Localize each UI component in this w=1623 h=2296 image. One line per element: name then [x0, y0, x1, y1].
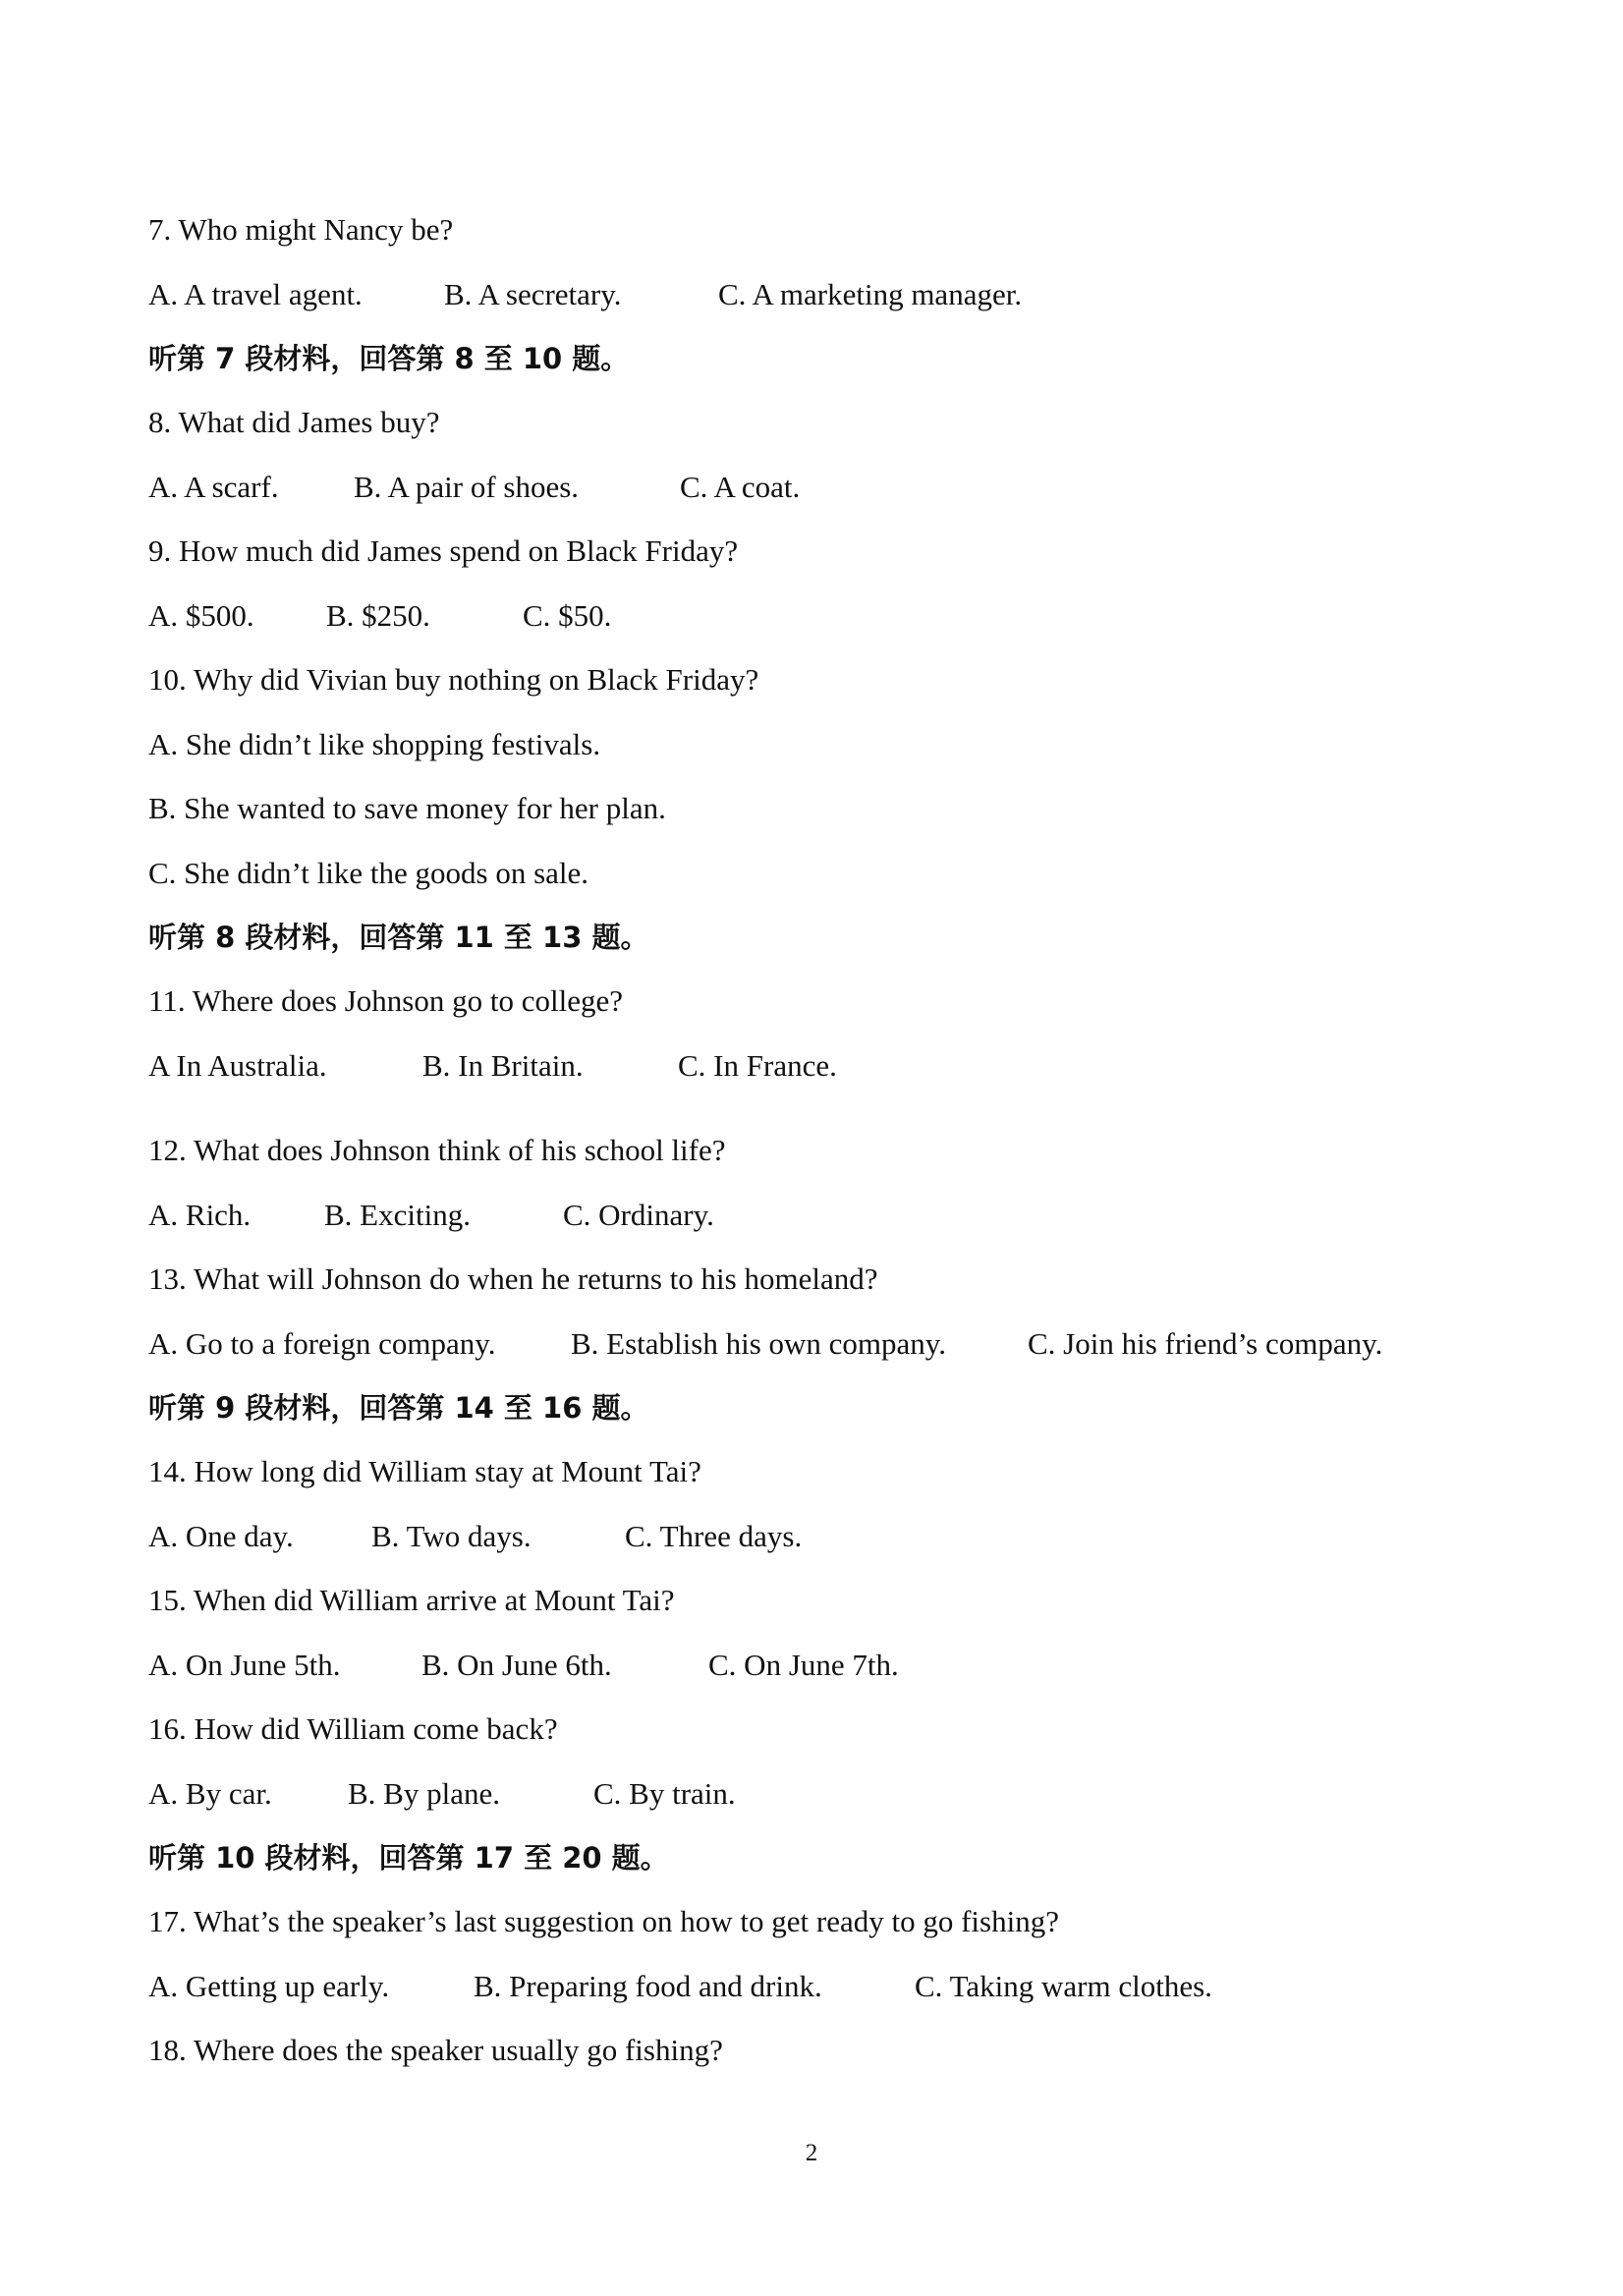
page-number: 2	[805, 2140, 818, 2166]
option-c: C. A coat.	[680, 470, 801, 504]
option-b: B. Exciting.	[324, 1198, 471, 1232]
option-c: C. Taking warm clothes.	[915, 1969, 1212, 2003]
option-b: B. Two days.	[371, 1519, 532, 1553]
option-b: B. By plane.	[348, 1776, 500, 1811]
option-a: A. She didn’t like shopping festivals.	[148, 727, 601, 761]
option-a: A. Go to a foreign company.	[148, 1326, 496, 1361]
option-b: B. Preparing food and drink.	[474, 1969, 822, 2003]
option-a: A. On June 5th.	[148, 1648, 341, 1682]
option-c: C. Join his friend’s company.	[1028, 1326, 1383, 1361]
option-a: A. Rich.	[148, 1198, 252, 1232]
option-b: B. On June 6th.	[421, 1648, 612, 1682]
option-c: C. She didn’t like the goods on sale.	[148, 856, 589, 890]
question-13: 13. What will Johnson do when he returns to his homeland?	[148, 1261, 878, 1296]
question-8: 8. What did James buy?	[148, 405, 440, 439]
option-a: A. By car.	[148, 1776, 272, 1811]
question-12: 12. What does Johnson think of his school life?	[148, 1133, 726, 1167]
option-a: A. A travel agent.	[148, 277, 363, 311]
question-11: 11. Where does Johnson go to college?	[148, 983, 623, 1018]
option-b: B. Establish his own company.	[571, 1326, 947, 1361]
option-c: C. A marketing manager.	[718, 277, 1023, 311]
option-b: B. In Britain.	[422, 1048, 584, 1083]
question-7: 7. Who might Nancy be?	[148, 212, 454, 247]
option-a: A. $500.	[148, 598, 254, 633]
option-c: C. On June 7th.	[708, 1648, 899, 1682]
option-b: B. A pair of shoes.	[354, 470, 580, 504]
option-c: C. In France.	[678, 1048, 837, 1083]
option-a: A In Australia.	[148, 1048, 327, 1083]
section-heading-7: 听第 7 段材料，回答第 8 至 10 题。	[148, 342, 630, 375]
question-16: 16. How did William come back?	[148, 1711, 558, 1746]
section-heading-10: 听第 10 段材料，回答第 17 至 20 题。	[148, 1841, 669, 1875]
option-b: B. A secretary.	[444, 277, 622, 311]
question-18: 18. Where does the speaker usually go fishing?	[148, 2033, 723, 2067]
question-15: 15. When did William arrive at Mount Tai?	[148, 1583, 675, 1617]
section-heading-9: 听第 9 段材料，回答第 14 至 16 题。	[148, 1391, 649, 1425]
option-c: C. Three days.	[625, 1519, 803, 1553]
question-9: 9. How much did James spend on Black Friday?	[148, 533, 739, 568]
option-b: B. She wanted to save money for her plan.	[148, 791, 666, 825]
section-heading-8: 听第 8 段材料，回答第 11 至 13 题。	[148, 921, 649, 954]
question-10: 10. Why did Vivian buy nothing on Black Friday?	[148, 662, 759, 697]
option-c: C. By train.	[593, 1776, 736, 1811]
question-17: 17. What’s the speaker’s last suggestion on how to get ready to go fishing?	[148, 1904, 1059, 1938]
option-a: A. A scarf.	[148, 470, 279, 504]
option-c: C. $50.	[523, 598, 612, 633]
option-a: A. One day.	[148, 1519, 294, 1553]
question-14: 14. How long did William stay at Mount Tai?	[148, 1454, 701, 1488]
option-c: C. Ordinary.	[563, 1198, 714, 1232]
option-b: B. $250.	[326, 598, 430, 633]
option-a: A. Getting up early.	[148, 1969, 390, 2003]
